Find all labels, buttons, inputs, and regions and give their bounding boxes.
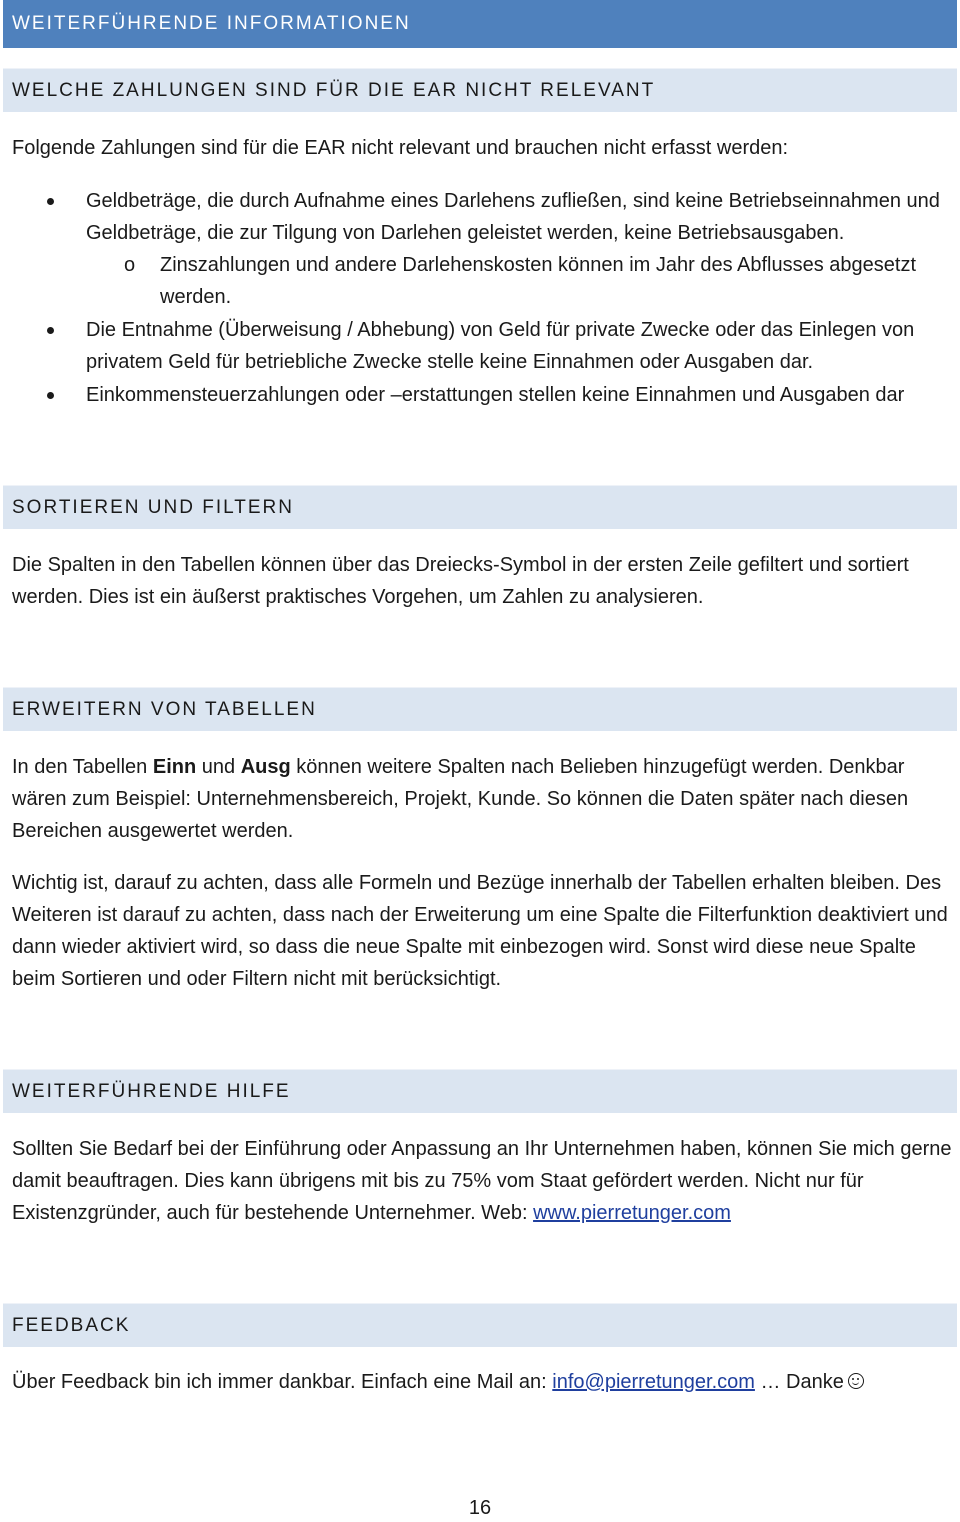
section-heading-nicht-relevant: WELCHE ZAHLUNGEN SIND FÜR DIE EAR NICHT RELEVANT xyxy=(3,68,957,112)
list-item-text: Geldbeträge, die durch Aufnahme eines Darlehens zufließen, sind keine Betriebseinnahmen und Geldbeträge, die zur Tilgung von Darlehen geleistet werden, keine Betriebsausgaben. xyxy=(86,190,940,244)
list-item xyxy=(0,185,960,249)
page-number: 16 xyxy=(468,1497,492,1519)
circle-bullet-icon: o xyxy=(124,254,136,276)
hilfe-paragraph: Sollten Sie Bedarf bei der Einführung oder Anpassung an Ihr Unternehmen haben, können Sie mich gerne damit beauftragen. Dies kann übrigens mit bis zu 75% vom Staat gefördert werden. Nicht nur für Existenzgründer, auch für bestehende Unternehmer. Web: www.pierretunger.com xyxy=(12,1138,952,1224)
bullet-icon xyxy=(47,392,54,399)
section-heading-hilfe: WEITERFÜHRENDE HILFE xyxy=(3,1069,957,1113)
section-heading-erweitern: ERWEITERN VON TABELLEN xyxy=(3,687,957,731)
erweitern-paragraph-1: In den Tabellen Einn und Ausg können weitere Spalten nach Belieben hinzugefügt werden. Denkbar wären zum Beispiel: Unternehmensbereich, Projekt, Kunde. So können die Daten später nach diesen Bereichen ausgewertet werden. xyxy=(12,756,909,842)
section-heading-sortieren: SORTIEREN UND FILTERN xyxy=(3,485,957,529)
bullet-icon xyxy=(47,198,54,205)
list-item xyxy=(0,314,960,378)
page-title: WEITERFÜHRENDE INFORMATIONEN xyxy=(3,0,957,48)
bold-term-ausg: Ausg xyxy=(240,756,291,778)
website-link[interactable]: www.pierretunger.com xyxy=(533,1202,731,1224)
section-heading-feedback: FEEDBACK xyxy=(3,1303,957,1347)
bold-term-einn: Einn xyxy=(152,756,197,778)
sub-list-item xyxy=(0,249,960,313)
feedback-paragraph: Über Feedback bin ich immer dankbar. Einfach eine Mail an: info@pierretunger.com … Danke xyxy=(12,1366,952,1398)
smiley-icon xyxy=(848,1373,864,1389)
sub-list-item-text: Zinszahlungen und andere Darlehenskosten können im Jahr des Abflusses abgesetzt werden. xyxy=(160,254,917,308)
intro-paragraph: Folgende Zahlungen sind für die EAR nicht relevant und brauchen nicht erfasst werden: xyxy=(12,137,789,159)
erweitern-paragraph-2: Wichtig ist, darauf zu achten, dass alle Formeln und Bezüge innerhalb der Tabellen erhalten bleiben. Des Weiteren ist darauf zu achten, dass nach der Erweiterung um eine Spalte die Filterfunktion deaktiviert und dann wieder aktiviert wird, so dass die neue Spalte mit einbezogen wird. Sonst wird diese neue Spalte beim Sortieren und oder Filtern nicht mit berücksichtigt. xyxy=(12,872,948,990)
email-link[interactable]: info@pierretunger.com xyxy=(552,1371,755,1393)
list-item-text: Einkommensteuerzahlungen oder –erstattungen stellen keine Einnahmen und Ausgaben dar xyxy=(86,384,905,406)
sortieren-paragraph: Die Spalten in den Tabellen können über das Dreiecks-Symbol in der ersten Zeile gefiltert und sortiert werden. Dies ist ein äußerst praktisches Vorgehen, um Zahlen zu analysieren. xyxy=(12,554,909,608)
list-item-text: Die Entnahme (Überweisung / Abhebung) von Geld für private Zwecke oder das Einlegen von privatem Geld für betriebliche Zwecke stelle keine Einnahmen oder Ausgaben dar. xyxy=(86,319,915,373)
list-item xyxy=(0,379,960,411)
bullet-icon xyxy=(47,327,54,334)
